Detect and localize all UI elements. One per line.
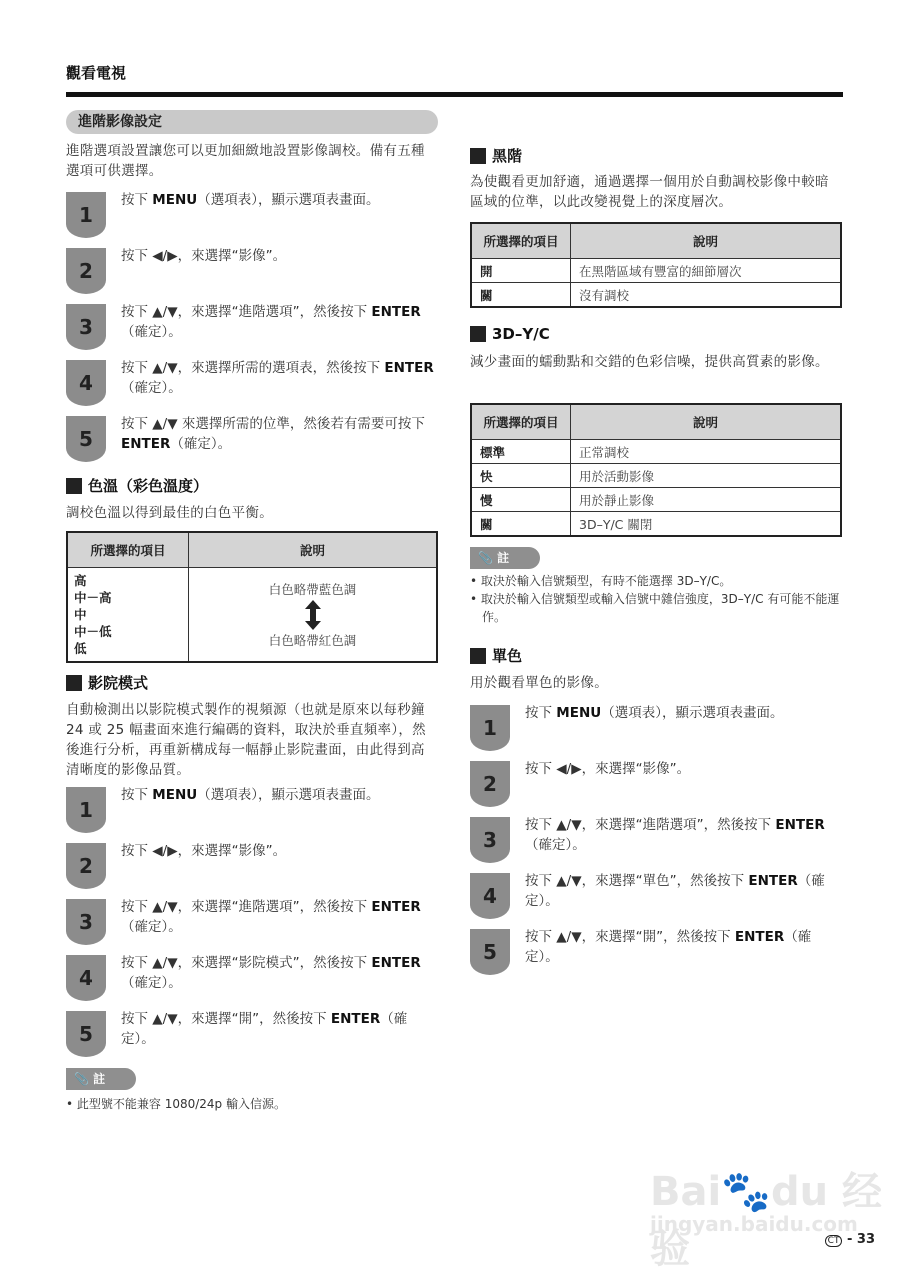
step-item: [470, 929, 842, 979]
step-text-segment: （選項表），顯示選項表畫面。: [197, 787, 380, 803]
col-header: 說明: [571, 223, 842, 259]
square-bullet-icon: [66, 478, 82, 494]
key-name: ENTER: [371, 899, 421, 915]
step-number-badge: 2: [66, 843, 106, 889]
item-cell: 慢: [471, 488, 571, 512]
step-text: [121, 953, 438, 993]
watermark-url: jingyan.baidu.com: [650, 1212, 858, 1236]
key-name: MENU: [556, 705, 602, 721]
color-temp-table: [66, 531, 438, 663]
step-text-segment: 按下 ◀/▶，來選擇“影像”。: [121, 843, 287, 859]
col-header: 說明: [571, 404, 842, 440]
color-temp-range: [189, 568, 438, 663]
heading-text: 黑階: [492, 147, 523, 165]
intro-text: 進階選項設置讓您可以更加細緻地設置影像調校。備有五種選項可供選擇。: [66, 143, 425, 179]
heading-text: 色溫（彩色溫度）: [88, 477, 209, 495]
step-item: [470, 873, 842, 923]
step-number-badge: 3: [66, 304, 106, 350]
step-text: [121, 841, 438, 861]
step-text-segment: （選項表），顯示選項表畫面。: [197, 192, 380, 208]
key-name: ENTER: [734, 929, 785, 945]
table-row: [471, 512, 841, 537]
desc-cell: 3D–Y/C 關閉: [571, 512, 842, 537]
step-number-badge: 1: [66, 787, 106, 833]
step-text-segment: 按下 ◀/▶，來選擇“影像”。: [121, 248, 287, 264]
desc-cell: 在黑階區域有豐富的細節層次: [571, 259, 842, 283]
table-row: [471, 259, 841, 283]
step-number-badge: 3: [470, 817, 510, 863]
square-bullet-icon: [66, 675, 82, 691]
step-number-badge: 3: [66, 899, 106, 945]
step-text-segment: （確定）。: [121, 324, 182, 340]
step-text-segment: 按下 ▲/▼，來選擇所需的選項表，然後按下: [121, 360, 385, 376]
step-text-segment: （確定）。: [170, 436, 232, 452]
step-text-segment: 按下: [121, 787, 153, 803]
step-item: [66, 360, 438, 410]
col-header: 說明: [189, 532, 438, 568]
key-name: ENTER: [371, 304, 421, 320]
key-name: ENTER: [775, 817, 825, 833]
step-text-segment: （確定）。: [525, 837, 586, 853]
mono-desc: 用於觀看單色的影像。: [470, 675, 608, 691]
item-cell: 標準: [471, 440, 571, 464]
film-mode-desc: 自動檢測出以影院模式製作的視頻源（也就是原來以每秒鐘 24 或 25 幅畫面來進行編碼的資料，取決於垂直頻率），然後進行分析，再重新構成每一幅靜止影院畫面，由此得到高清晰度的影像品質。: [66, 702, 426, 778]
step-text-segment: （確定）。: [121, 380, 182, 396]
step-text: [525, 871, 842, 911]
color-temp-item: 中－低: [74, 624, 112, 639]
col-header: 所選擇的項目: [471, 404, 571, 440]
top-desc: 白色略帶藍色調: [268, 581, 357, 597]
step-text: [525, 759, 842, 779]
step-text: [121, 302, 438, 342]
color-temp-item: 低: [74, 641, 87, 656]
note-label-text: 註: [93, 1072, 106, 1086]
step-text-segment: 按下 ▲/▼，來選擇“進階選項”，然後按下: [121, 304, 372, 320]
black-level-table: [470, 222, 842, 308]
table-row: [471, 440, 841, 464]
desc-cell: 沒有調校: [571, 283, 842, 308]
step-text: [121, 1009, 438, 1049]
heading-text: 單色: [492, 647, 523, 665]
step-text: [121, 897, 438, 937]
black-level-heading: [470, 145, 522, 166]
key-name: ENTER: [330, 1011, 381, 1027]
mono-heading: [470, 645, 522, 666]
square-bullet-icon: [470, 326, 486, 342]
step-number-badge: 2: [470, 761, 510, 807]
step-text-segment: 按下: [525, 705, 557, 721]
step-number-badge: 5: [66, 416, 106, 462]
notes-list: [66, 1095, 438, 1113]
yc-heading: [470, 325, 550, 343]
desc-cell: 正常調校: [571, 440, 842, 464]
watermark-logo: Bai🐾du 经验: [650, 1169, 883, 1272]
up-down-arrow-icon: [189, 598, 436, 632]
note-item: • 取決於輸入信號類型或輸入信號中雜信強度，3D–Y/C 有可能不能運作。: [470, 592, 840, 624]
desc-cell: 用於活動影像: [571, 464, 842, 488]
key-name: ENTER: [121, 436, 171, 452]
region-mark: CT: [825, 1235, 843, 1247]
color-temp-item: 中: [74, 607, 87, 622]
col-header: 所選擇的項目: [471, 223, 571, 259]
heading-text: 3D–Y/C: [492, 325, 550, 343]
step-text: [121, 785, 438, 805]
step-item: [66, 304, 438, 354]
step-number-badge: 5: [470, 929, 510, 975]
step-text-segment: 按下 ▲/▼，來選擇“開”，然後按下: [121, 1011, 331, 1027]
step-number-badge: 4: [66, 955, 106, 1001]
step-item: [66, 248, 438, 298]
page-number-text: 33: [856, 1232, 875, 1247]
step-text: [525, 815, 842, 855]
black-level-desc: 為使觀看更加舒適，通過選擇一個用於自動調校影像中較暗區域的位準，以此改變視覺上的深度層次。: [470, 174, 829, 210]
step-text-segment: 按下 ▲/▼，來選擇“進階選項”，然後按下: [525, 817, 776, 833]
heading-text: 影院模式: [88, 674, 149, 692]
color-temp-desc: 調校色溫以得到最佳的白色平衡。: [66, 505, 273, 521]
header-rule: [66, 92, 843, 97]
step-text-segment: 按下 ◀/▶，來選擇“影像”。: [525, 761, 691, 777]
step-item: [66, 899, 438, 949]
key-name: MENU: [152, 787, 198, 803]
yc-desc: 減少畫面的蠕動點和交錯的色彩信噪，提供高質素的影像。: [470, 354, 829, 370]
note-label-text: 註: [497, 551, 510, 565]
note-item: • 取決於輸入信號類型，有時不能選擇 3D–Y/C。: [470, 574, 732, 588]
step-item: [66, 1011, 438, 1061]
step-item: [66, 416, 438, 466]
step-number-badge: 1: [470, 705, 510, 751]
table-row: [471, 488, 841, 512]
key-name: ENTER: [384, 360, 434, 376]
step-text-segment: 按下 ▲/▼，來選擇“開”，然後按下: [525, 929, 735, 945]
step-text: [121, 358, 438, 398]
step-item: [470, 761, 842, 811]
step-item: [66, 843, 438, 893]
item-cell: 關: [471, 512, 571, 537]
table-row: [471, 464, 841, 488]
color-temp-item: 高: [74, 573, 87, 588]
square-bullet-icon: [470, 648, 486, 664]
step-number-badge: 4: [470, 873, 510, 919]
step-item: [66, 787, 438, 837]
table-row: [471, 283, 841, 308]
step-text-segment: 按下 ▲/▼，來選擇“影院模式”，然後按下: [121, 955, 372, 971]
notes-list: [470, 572, 842, 626]
square-bullet-icon: [470, 148, 486, 164]
step-item: [66, 955, 438, 1005]
step-text: [121, 246, 438, 266]
bottom-desc: 白色略帶紅色調: [268, 632, 357, 648]
section-title: 進階影像設定: [66, 110, 438, 134]
page-number: CT - 33: [825, 1232, 875, 1247]
page-header: 觀看電視: [66, 64, 127, 82]
col-header: 所選擇的項目: [67, 532, 189, 568]
yc-table: [470, 403, 842, 537]
step-text-segment: （確定）。: [121, 1011, 408, 1047]
film-mode-heading: [66, 672, 148, 693]
item-cell: 開: [471, 259, 571, 283]
step-number-badge: 5: [66, 1011, 106, 1057]
step-text-segment: 按下: [121, 192, 153, 208]
step-text-segment: （確定）。: [121, 919, 182, 935]
step-text-segment: （確定）。: [525, 873, 825, 909]
step-text-segment: 按下 ▲/▼，來選擇“進階選項”，然後按下: [121, 899, 372, 915]
step-text-segment: （確定）。: [525, 929, 812, 965]
step-text-segment: （確定）。: [121, 975, 182, 991]
step-text-segment: 按下 ▲/▼，來選擇“單色”，然後按下: [525, 873, 749, 889]
step-text: [525, 703, 842, 723]
note-label: 📎 註: [66, 1068, 136, 1090]
color-temp-items: [67, 568, 189, 663]
step-text-segment: （選項表），顯示選項表畫面。: [601, 705, 784, 721]
step-item: [470, 705, 842, 755]
step-item: [470, 817, 842, 867]
key-name: MENU: [152, 192, 198, 208]
color-temp-item: 中－高: [74, 590, 112, 605]
note-item: • 此型號不能兼容 1080/24p 輸入信源。: [66, 1097, 286, 1111]
item-cell: 關: [471, 283, 571, 308]
step-text: [525, 927, 842, 967]
note-label: 📎 註: [470, 547, 540, 569]
key-name: ENTER: [371, 955, 421, 971]
step-text: [121, 190, 438, 210]
step-number-badge: 2: [66, 248, 106, 294]
step-item: [66, 192, 438, 242]
item-cell: 快: [471, 464, 571, 488]
desc-cell: 用於靜止影像: [571, 488, 842, 512]
step-text-segment: 按下 ▲/▼ 來選擇所需的位準，然後若有需要可按下: [121, 416, 425, 432]
step-text: [121, 414, 438, 454]
key-name: ENTER: [748, 873, 798, 889]
color-temp-heading: [66, 475, 208, 496]
step-number-badge: 4: [66, 360, 106, 406]
step-number-badge: 1: [66, 192, 106, 238]
